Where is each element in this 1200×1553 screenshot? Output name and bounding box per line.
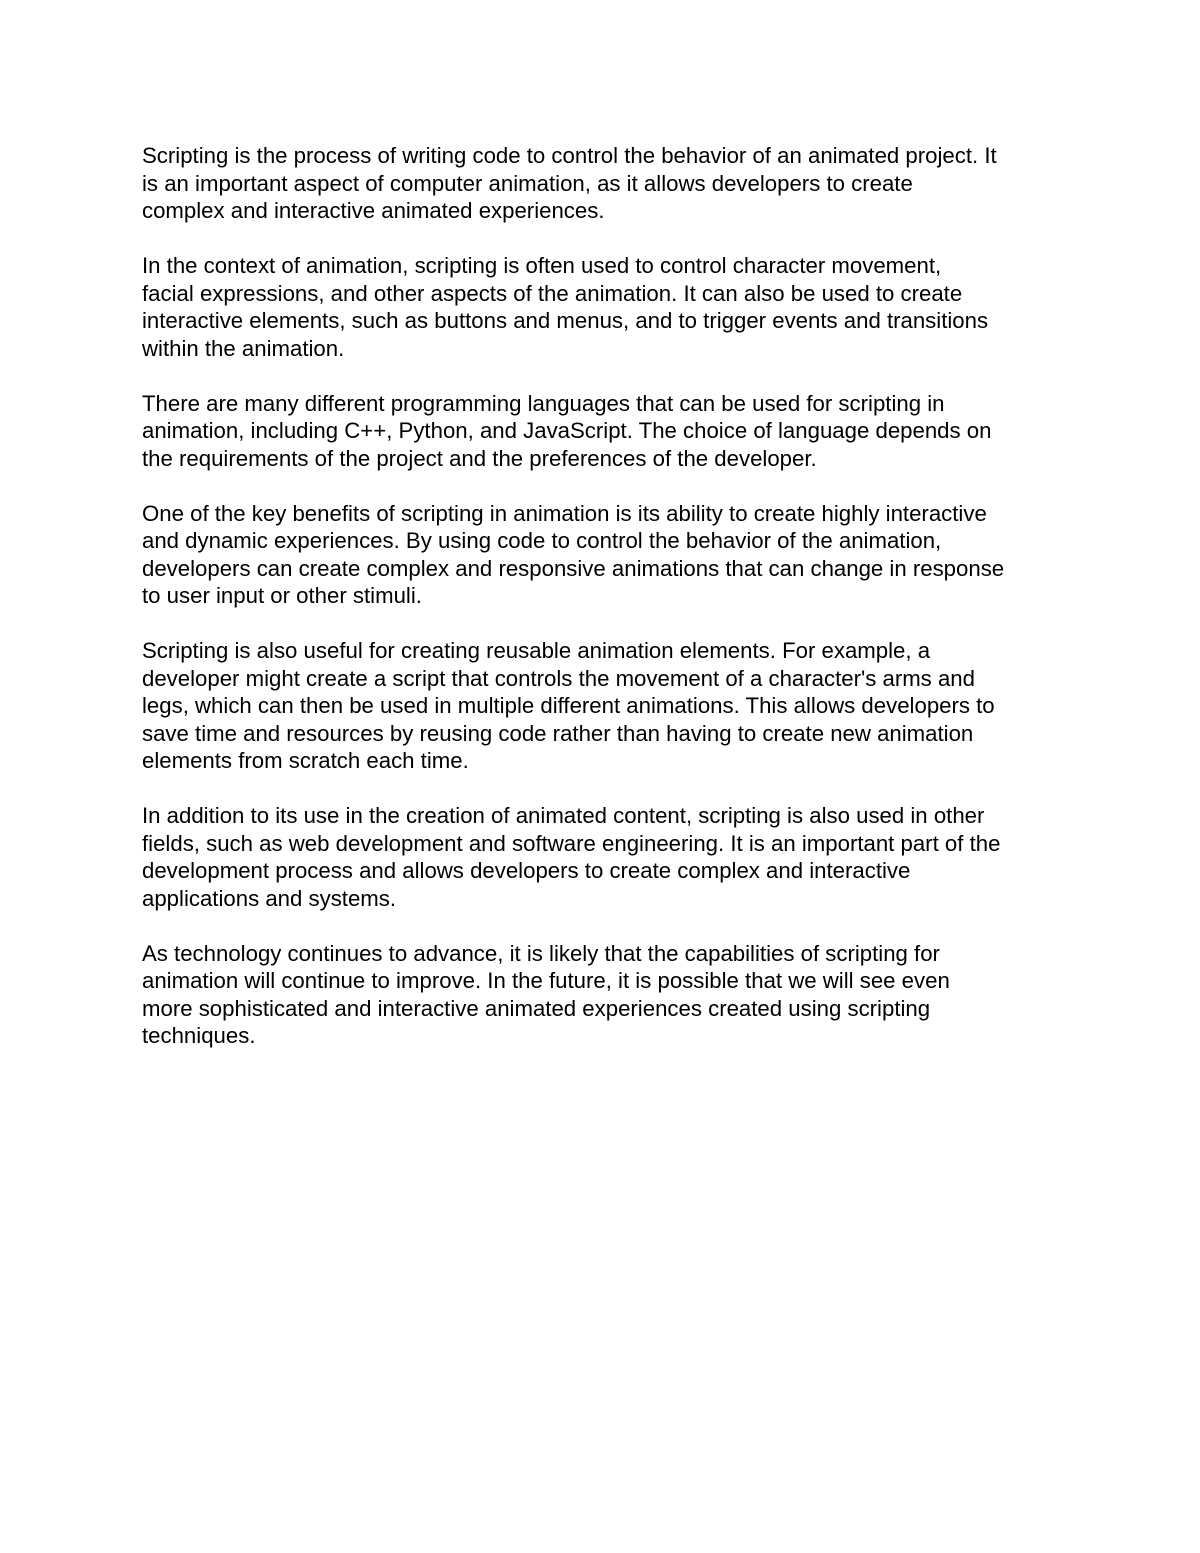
paragraph-6 (142, 802, 1072, 912)
paragraph-2 (142, 252, 1072, 362)
paragraph-5 (142, 637, 1072, 775)
paragraph-line: As technology continues to advance, it is likely that the capabilities of scripting for (142, 940, 940, 966)
paragraph-line: complex and interactive animated experiences. (142, 198, 605, 223)
document-body (142, 142, 1072, 1077)
paragraph-line: development process and allows developers to create complex and interactive (142, 858, 911, 883)
paragraph-1 (142, 142, 1072, 225)
paragraph-3 (142, 390, 1072, 473)
paragraph-line: In addition to its use in the creation of animated content, scripting is also used in other (142, 803, 985, 828)
paragraph-line: techniques. (142, 1023, 256, 1048)
paragraph-line: elements from scratch each time. (142, 748, 469, 773)
paragraph-line: and dynamic experiences. By using code to control the behavior of the animation, (142, 528, 942, 553)
paragraph-line: the requirements of the project and the preferences of the developer. (142, 445, 817, 471)
paragraph-line: animation, including C++, Python, and JavaScript. The choice of language depends on (142, 418, 992, 443)
paragraph-line: There are many different programming languages that can be used for scripting in (142, 390, 945, 416)
paragraph-line: fields, such as web development and software engineering. It is an important part of the (142, 830, 1001, 856)
paragraph-line: within the animation. (142, 335, 345, 361)
paragraph-line: applications and systems. (142, 885, 397, 911)
paragraph-line: facial expressions, and other aspects of the animation. It can also be used to create (142, 280, 963, 306)
paragraph-line: In the context of animation, scripting is often used to control character movement, (142, 253, 942, 278)
paragraph-4 (142, 500, 1072, 610)
paragraph-line: animation will continue to improve. In the future, it is possible that we will see even (142, 968, 950, 993)
paragraph-line: Scripting is the process of writing code to control the behavior of an animated project. It (142, 143, 997, 168)
paragraph-line: legs, which can then be used in multiple different animations. This allows developers to (142, 693, 995, 718)
paragraph-line: interactive elements, such as buttons and menus, and to trigger events and transitions (142, 308, 989, 333)
paragraph-line: developer might create a script that controls the movement of a character's arms and (142, 665, 975, 691)
paragraph-line: One of the key benefits of scripting in animation is its ability to create highly interactive (142, 500, 987, 526)
paragraph-line: more sophisticated and interactive animated experiences created using scripting (142, 995, 931, 1021)
paragraph-line: Scripting is also useful for creating reusable animation elements. For example, a (142, 638, 931, 663)
paragraph-7 (142, 940, 1072, 1050)
paragraph-line: developers can create complex and responsive animations that can change in response (142, 555, 1005, 581)
paragraph-line: is an important aspect of computer animation, as it allows developers to create (142, 170, 913, 196)
paragraph-line: save time and resources by reusing code rather than having to create new animation (142, 720, 974, 746)
paragraph-line: to user input or other stimuli. (142, 583, 422, 608)
